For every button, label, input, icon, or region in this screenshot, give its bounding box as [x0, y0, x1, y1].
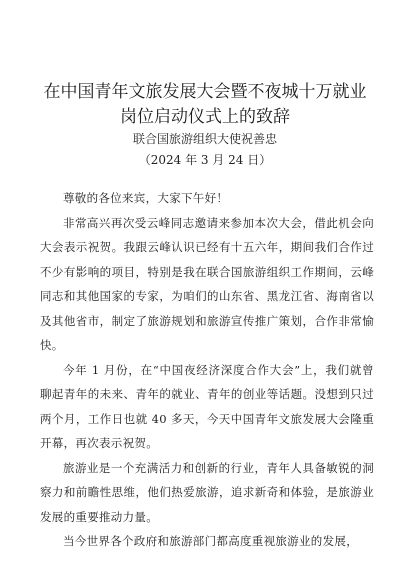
- document-body: [40, 186, 374, 554]
- paragraph: 当今世界各个政府和旅游部门都高度重视旅游业的发展，: [63, 534, 358, 548]
- author-line: 联合国旅游组织大使祝善忠: [132, 132, 277, 146]
- paragraph: 非常高兴再次受云峰同志邀请来参加本次大会，借此机会向大会表示祝贺。我跟云峰认识已经有十五六年，期间我们合作过不少有影响的项目，特别是我在联合国旅游组织工作期间，云峰同志和其他国家的专家，为咱们的山东省、黑龙江省、海南省以及其他省市，制定了旅游规划和旅游宣传推广策划，合作非常愉快。: [40, 215, 374, 352]
- date-line: （2024 年 3 月 24 日）: [138, 153, 272, 167]
- paragraph: 今年 1 月份，在“中国夜经济深度合作大会”上，我们就曾聊起青年的未来、青年的就业、青年的创业等话题。没想到只过两个月，工作日也就 40 多天，今天中国青年文旅发展大会隆重开幕，再次表示祝贺。: [40, 362, 374, 450]
- document-title: 在中国青年文旅发展大会暨不夜城十万就业岗位启动仪式上的致辞: [43, 82, 367, 127]
- paragraph: 旅游业是一个充满活力和创新的行业，青年人具备敏锐的洞察力和前瞻性思维，他们热爱旅游，追求新奇和体验，是旅游业发展的重要推动力量。: [40, 460, 374, 524]
- paragraph-greeting: 尊敬的各位来宾，大家下午好！: [63, 191, 229, 205]
